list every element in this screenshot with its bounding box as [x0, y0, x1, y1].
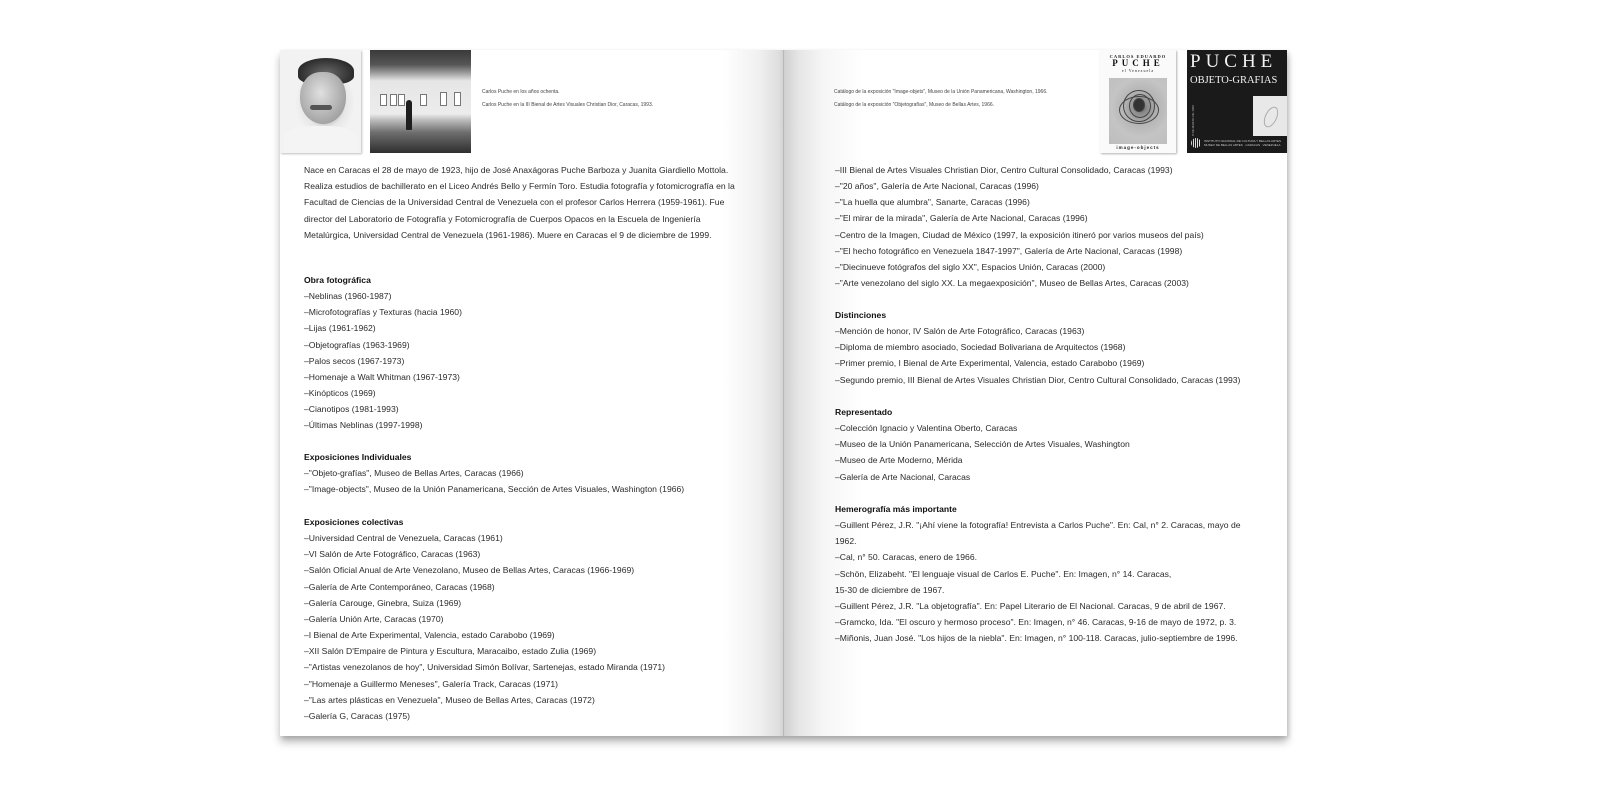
bibliography-entry: – Cal, n° 50. Caracas, enero de 1966.: [835, 549, 1241, 565]
book-spread: [280, 50, 1287, 736]
list-item: – Kinópticos (1969): [304, 385, 462, 401]
bibliography-continuation: 1962.: [835, 536, 857, 547]
cover-title: PUCHE: [1190, 51, 1278, 72]
bibliography-entry: – Guillent Pérez, J.R. "¡Ahí viene la fotografía! Entrevista a Carlos Puche". En: Cal, n° 2. Caracas, mayo de: [835, 517, 1241, 533]
gallery-frame: [440, 92, 447, 106]
biography-paragraph: Nace en Caracas el 28 de mayo de 1923, hijo de José Anaxágoras Puche Barboza y Juanita Giardiello Mottola. Realiza estudios de bachillerato en el Liceo Andrés Bello y Fermín Toro. Estudia fotografía y fotomicrografía en la Facultad de Ciencias de la Universidad Central de Venezuela con el profesor Carlos Herrera (1959-1961). Fue director del Laboratorio de Fotografía y Fotomicrografía de Cuerpos Opacos en la Escuela de Ingeniería Metalúrgica, Universidad Central de Venezuela (1961-1986). Muere en Caracas el 9 de diciembre de 1999.: [304, 165, 735, 240]
catalog-cover-objeto-grafias: [1187, 50, 1287, 153]
list-item: – Centro de la Imagen, Ciudad de México (1997, la exposición itineró por varios museos del país): [835, 227, 1204, 243]
gallery-frame: [454, 92, 461, 106]
institution-line: MUSEO DE BELLAS ARTES · CARACAS · VENEZUELA: [1204, 143, 1281, 147]
list-item: – Homenaje a Walt Whitman (1967-1973): [304, 369, 462, 385]
hemerografia-section: [835, 501, 1241, 646]
cover-subtitle: el Venezuela: [1121, 68, 1155, 73]
artwork-stroke: [1261, 104, 1281, 129]
institution-logo-icon: [1191, 138, 1201, 148]
institution-line: INSTITUTO NACIONAL DE CULTURA Y BELLAS ARTES: [1204, 139, 1281, 143]
cover-author-line: CARLOS EDUARDO: [1109, 54, 1167, 59]
list-item: – "Image-objects", Museo de la Unión Panamericana, Sección de Artes Visuales, Washington (1966): [304, 481, 684, 497]
list-item: – Objetografías (1963-1969): [304, 337, 462, 353]
catalog-caption: Catálogo de la exposición "Image-objets", Museo de la Unión Panamericana, Washington, 1966.: [834, 89, 1048, 95]
spiral-core: [1133, 98, 1145, 112]
gallery-frame: [398, 94, 405, 106]
gallery-frame: [420, 94, 427, 106]
list-item: – Universidad Central de Venezuela, Caracas (1961): [304, 530, 665, 546]
cover-subtitle: OBJETO-GRAFIAS: [1190, 75, 1278, 86]
list-item: – III Bienal de Artes Visuales Christian Dior, Centro Cultural Consolidado, Caracas (1993): [835, 162, 1204, 178]
section-heading: Obra fotográfica: [304, 275, 371, 285]
list-item: – Colección Ignacio y Valentina Oberto, Caracas: [835, 420, 1130, 436]
bibliography-entry: – Gramcko, Ida. "El oscuro y hermoso proceso". En: Imagen, n° 46. Caracas, 9-16 de mayo de 1972, p. 3.: [835, 614, 1241, 630]
portrait-mustache: [310, 105, 332, 110]
section-heading: Exposiciones Individuales: [304, 452, 412, 462]
list-item: – Mención de honor, IV Salón de Arte Fotográfico, Caracas (1963): [835, 323, 1240, 339]
catalog-cover-image-objects: [1100, 50, 1176, 153]
colectivas-section: [304, 514, 665, 724]
list-item: – "El hecho fotográfico en Venezuela 1847-1997", Galería de Arte Nacional, Caracas (1998): [835, 243, 1204, 259]
portrait-shirt: [284, 126, 358, 153]
book-spine: [783, 50, 784, 736]
list-item: – Galería Unión Arte, Caracas (1970): [304, 611, 665, 627]
bibliography-entry: – Miñonis, Juan José. "Los hijos de la niebla". En: Imagen, n° 100-118. Caracas, julio-septiembre de 1996.: [835, 630, 1241, 646]
cover-institution: [1204, 139, 1281, 147]
gallery-frame: [390, 94, 397, 106]
bibliography-continuation: 15-30 de diciembre de 1967.: [835, 584, 945, 595]
list-item: – Palos secos (1967-1973): [304, 353, 462, 369]
photo-caption: Carlos Puche en la III Bienal de Artes Visuales Christian Dior, Caracas, 1993.: [482, 102, 654, 108]
representado-section: [835, 404, 1130, 485]
list-item: – Galería de Arte Nacional, Caracas: [835, 469, 1130, 485]
cover-footer: image-objects: [1116, 145, 1160, 150]
list-item: – "Diecinueve fotógrafos del siglo XX", Espacios Unión, Caracas (2000): [835, 259, 1204, 275]
list-item: – XII Salón D'Empaire de Pintura y Escultura, Maracaibo, estado Zulia (1969): [304, 643, 665, 659]
obra-section: [304, 272, 462, 434]
list-item: – "Homenaje a Guillermo Meneses", Galería Track, Caracas (1971): [304, 676, 665, 692]
photo-caption: Carlos Puche en los años ochenta.: [482, 89, 560, 95]
list-item: – "20 años", Galería de Arte Nacional, Caracas (1996): [835, 178, 1204, 194]
section-heading: Hemerografía más importante: [835, 504, 957, 514]
list-item: – Museo de la Unión Panamericana, Selección de Artes Visuales, Washington: [835, 436, 1130, 452]
list-item: – Diploma de miembro asociado, Sociedad Bolivariana de Arquitectos (1968): [835, 339, 1240, 355]
list-item: – Galería Carouge, Ginebra, Suiza (1969): [304, 595, 665, 611]
individuales-section: [304, 449, 684, 497]
list-item: – Museo de Arte Moderno, Mérida: [835, 452, 1130, 468]
list-item: – Galería de Arte Contemporáneo, Caracas (1968): [304, 579, 665, 595]
list-item: – "Las artes plásticas en Venezuela", Museo de Bellas Artes, Caracas (1972): [304, 692, 665, 708]
list-item: – Cianotipos (1981-1993): [304, 401, 462, 417]
catalog-caption: Catálogo de la exposición "Objetografías", Museo de Bellas Artes, 1966.: [834, 102, 995, 108]
left-page: [280, 50, 784, 736]
distinciones-section: [835, 307, 1240, 388]
list-item: – VI Salón de Arte Fotográfico, Caracas (1963): [304, 546, 665, 562]
list-item: – Segundo premio, III Bienal de Artes Visuales Christian Dior, Centro Cultural Consolidado, Caracas (1993): [835, 372, 1240, 388]
list-item: – "El mirar de la mirada", Galería de Arte Nacional, Caracas (1996): [835, 210, 1204, 226]
portrait-photo: [280, 50, 361, 153]
list-item: – "Objeto-grafías", Museo de Bellas Artes, Caracas (1966): [304, 465, 684, 481]
cover-artwork: [1253, 96, 1287, 136]
list-item: – Primer premio, I Bienal de Arte Experimental, Valencia, estado Carabobo (1969): [835, 355, 1240, 371]
bibliography-entry: – Schön, Elizabeht. "El lenguaje visual de Carlos E. Puche". En: Imagen, n° 14. Caracas,: [835, 566, 1241, 582]
list-item: – "Artistas venezolanos de hoy", Universidad Simón Bolívar, Sartenejas, estado Miranda (1971): [304, 659, 665, 675]
gallery-visitor: [406, 100, 412, 130]
bibliography-entry: – Guillent Pérez, J.R. "La objetografía". En: Papel Literario de El Nacional. Caracas, 9 de abril de 1967.: [835, 598, 1241, 614]
list-item: – Microfotografías y Texturas (hacia 1960): [304, 304, 462, 320]
section-heading: Exposiciones colectivas: [304, 517, 404, 527]
list-item: – Galería G, Caracas (1975): [304, 708, 665, 724]
right-page: [784, 50, 1287, 736]
list-item: – Lijas (1961-1962): [304, 320, 462, 336]
portrait-face: [300, 72, 346, 124]
list-item: – I Bienal de Arte Experimental, Valencia, estado Carabobo (1969): [304, 627, 665, 643]
list-item: – "La huella que alumbra", Sanarte, Caracas (1996): [835, 194, 1204, 210]
list-item: – Salón Oficial Anual de Arte Venezolano, Museo de Bellas Artes, Caracas (1966-1969): [304, 562, 665, 578]
colectivas-continued-section: [835, 162, 1204, 291]
cover-title: PUCHE: [1112, 58, 1164, 68]
section-heading: Distinciones: [835, 310, 887, 320]
cover-date: 8 DE MARZO DE 1966: [1191, 105, 1195, 136]
section-heading: Representado: [835, 407, 893, 417]
list-item: – Neblinas (1960-1987): [304, 288, 462, 304]
gallery-photo: [370, 50, 471, 153]
gallery-frame: [380, 94, 387, 106]
list-item: – "Arte venezolano del siglo XX. La megaexposición", Museo de Bellas Artes, Caracas (2003): [835, 275, 1204, 291]
list-item: – Últimas Neblinas (1997-1998): [304, 417, 462, 433]
spiral-photo: [1109, 78, 1167, 144]
